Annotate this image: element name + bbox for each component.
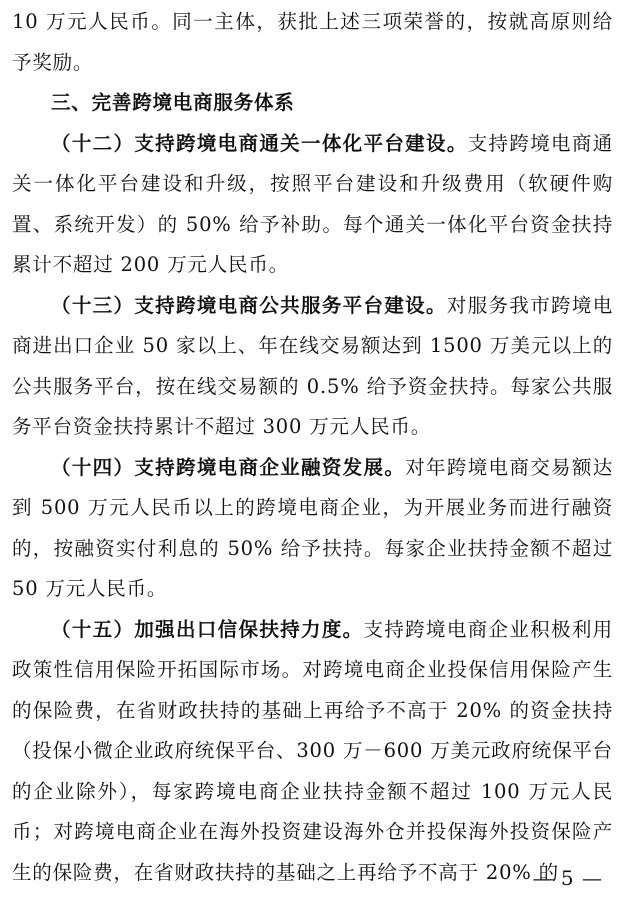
item-text-14: 对年跨境电商交易额达到 500 万元人民币以上的跨境电商企业，为开展业务而进行融资的，按融资实付利息的 50% 给予扶持。每家企业扶持金额不超过 50 万元人民币。 [12, 455, 613, 600]
page-number: — 5 — [532, 866, 603, 890]
paragraph-continuation [12, 2, 613, 83]
section-heading-3 [12, 83, 613, 124]
item-heading-13: （十三）支持跨境电商公共服务平台建设。 [51, 293, 447, 317]
paragraph-text: 10 万元人民币。同一主体，获批上述三项荣誉的，按就高原则给予奖励。 [12, 10, 613, 74]
item-text-13: 对服务我市跨境电商进出口企业 50 家以上、年在线交易额达到 1500 万美元以上的公共服务平台，按在线交易额的 0.5% 给予资金扶持。每家公共服务平台资金扶持累计不超过 300 万元人民币。 [12, 293, 613, 438]
paragraph-item-12 [12, 124, 613, 286]
item-heading-14: （十四）支持跨境电商企业融资发展。 [51, 455, 406, 479]
item-heading-15: （十五）加强出口信保扶持力度。 [51, 617, 364, 641]
section-heading-text: 三、完善跨境电商服务体系 [51, 91, 295, 114]
paragraph-item-13 [12, 286, 613, 448]
item-heading-12: （十二）支持跨境电商通关一体化平台建设。 [51, 131, 468, 155]
paragraph-item-15 [12, 610, 613, 894]
document-body [12, 2, 613, 893]
item-text-15: 支持跨境电商企业积极利用政策性信用保险开拓国际市场。对跨境电商企业投保信用保险产生的保险费，在省财政扶持的基础上再给予不高于 20% 的资金扶持（投保小微企业政府统保平台、300 万－600 万美元政府统保平台的企业除外），每家跨境电商企业扶持金额不超过 100 万元人民币；对跨境电商企业在海外投资建设海外仓并投保海外投资保险产生的保险费，在省财政扶持的基础之上再给予不高于 20% 的 [12, 617, 613, 884]
paragraph-item-14 [12, 448, 613, 610]
item-text-12: 支持跨境电商通关一体化平台建设和升级，按照平台建设和升级费用（软硬件购置、系统开发）的 50% 给予补助。每个通关一体化平台资金扶持累计不超过 200 万元人民币。 [12, 131, 613, 276]
